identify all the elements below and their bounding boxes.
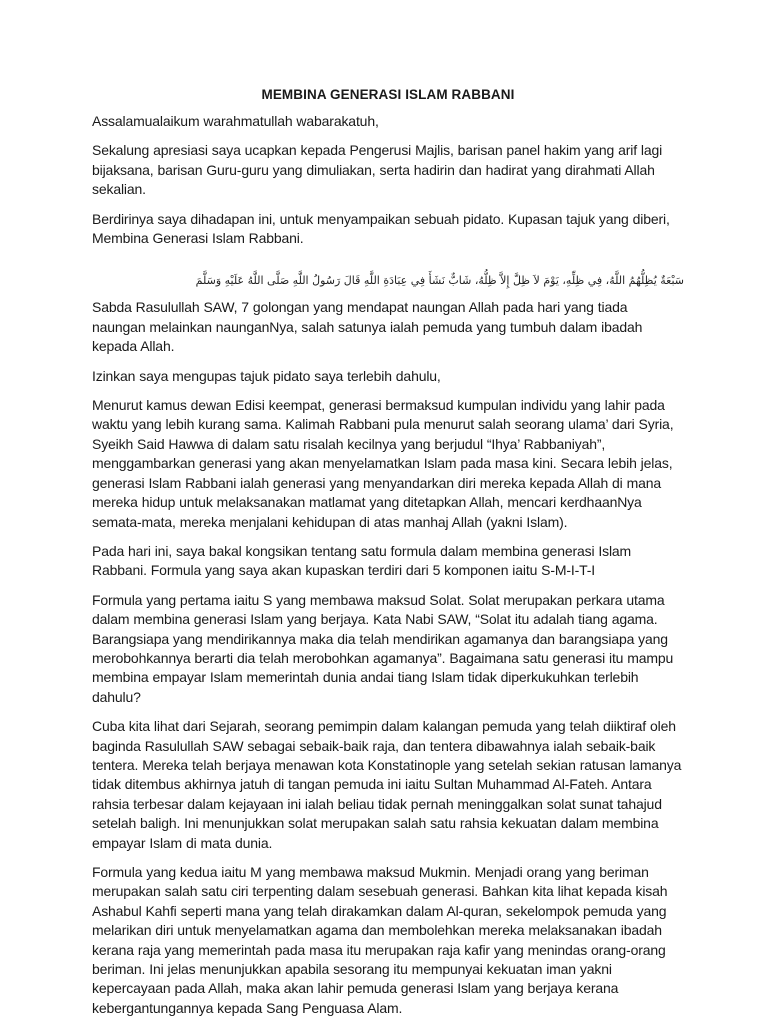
paragraph-formula-solat: Formula yang pertama iaitu S yang membawa maksud Solat. Solat merupakan perkara utama dalam membina generasi Islam yang berjaya. Kata Nabi SAW, “Solat itu adalah tiang agama. Barangsiapa yang mendirikannya maka dia telah mendirikan agamanya dan barangsiapa yang merobohkannya berarti dia telah merobohkan agamanya”. Bagaimana satu generasi itu mampu membina empayar Islam memerintah dunia andai tiang Islam tidak diperkukuhkan terlebih dahulu? [92, 591, 674, 705]
paragraph-formula-mukmin: Formula yang kedua iaitu M yang membawa maksud Mukmin. Menjadi orang yang beriman merupakan salah satu ciri terpenting dalam sesebuah generasi. Bahkan kita lihat kepada kisah Ashabul Kahfi seperti mana yang telah dirakamkan dalam Al-quran, sekelompok pemuda yang melarikan diri untuk menyelamatkan agama dan membolehkan mereka melaksanakan ibadah kerana raja yang memerintah pada masa itu merupakan raja kafir yang menindas orang-orang beriman. Ini jelas menunjukkan apabila sesorang itu mempunyai kekuatan iman yakni kepercayaan pada Allah, maka akan lahir pemuda generasi Islam yang berjaya kerana kebergantungannya kepada Sang Penguasa Alam. [92, 864, 668, 1016]
greeting: Assalamualaikum warahmatullah wabarakatuh, [92, 113, 379, 129]
paragraph-hadith-meaning: Sabda Rasulullah SAW, 7 golongan yang mendapat naungan Allah pada hari yang tiada naungan melainkan naunganNya, salah satunya ialah pemuda yang tumbuh dalam ibadah kepada Allah. [92, 299, 643, 355]
paragraph-topic-intro: Berdirinya saya dihadapan ini, untuk menyampaikan sebuah pidato. Kupasan tajuk yang diberi, Membina Generasi Islam Rabbani. [92, 210, 670, 247]
arabic-hadith-quote: سَبْعَةٌ يُظِلُّهُمُ اللَّهُ، فِي ظِلِّهِ، يَوْمَ لاَ ظِلَّ إِلاَّ ظِلُّهُ، شَابٌّ نَشَأَ فِي عِبَادَةِ اللَّهِ قَالَ رَسُولُ اللَّهِ صَلَّى اللَّهُ عَلَيْهِ وَسَلَّمَ [195, 274, 684, 288]
document-title: MEMBINA GENERASI ISLAM RABBANI [261, 87, 515, 102]
document-page [92, 86, 684, 1028]
paragraph-definition: Menurut kamus dewan Edisi keempat, generasi bermaksud kumpulan individu yang lahir pada waktu yang lebih kurang sama. Kalimah Rabbani pula menurut salah seorang ulama’ dari Syria, Syeikh Said Hawwa di dalam satu risalah kecilnya yang berjudul “Ihya’ Rabbaniyah”, menggambarkan generasi yang akan menyelamatkan Islam pada masa kini. Secara lebih jelas, generasi Islam Rabbani ialah generasi yang menyandarkan diri mereka kepada Allah di mana mereka hidup untuk melaksanakan matlamat yang ditetapkan Allah, mencari kerdhaanNya semata-mata, mereka menjalani kehidupan di atas manhaj Allah (yakni Islam). [92, 397, 674, 530]
paragraph-topic-breakdown: Izinkan saya mengupas tajuk pidato saya terlebih dahulu, [92, 367, 441, 384]
paragraph-formula-intro: Pada hari ini, saya bakal kongsikan tentang satu formula dalam membina generasi Islam Rabbani. Formula yang saya akan kupaskan terdiri dari 5 komponen iaitu S-M-I-T-I [92, 542, 632, 579]
paragraph-history-al-fateh: Cuba kita lihat dari Sejarah, seorang pemimpin dalam kalangan pemuda yang telah diiktiraf oleh baginda Rasulullah SAW sebagai sebaik-baik raja, dan tentera dibawahnya ialah sebaik-baik tentera. Mereka telah berjaya menawan kota Konstatinople yang setelah sekian ratusan lamanya tidak ditembus akhirnya jatuh di tangan pemuda ini iaitu Sultan Muhammad Al-Fateh. Antara rahsia terbesar dalam kejayaan ini ialah beliau tidak pernah meninggalkan solat sunat tahajud setelah baligh. Ini menunjukkan solat merupakan salah satu rahsia kekuatan dalam membina empayar Islam di mata dunia. [92, 718, 682, 851]
paragraph-acknowledgement: Sekalung apresiasi saya ucapkan kepada Pengerusi Majlis, barisan panel hakim yang arif lagi bijaksana, barisan Guru-guru yang dimuliakan, serta hadirin dan hadirat yang dirahmati Allah sekalian. [92, 142, 663, 198]
